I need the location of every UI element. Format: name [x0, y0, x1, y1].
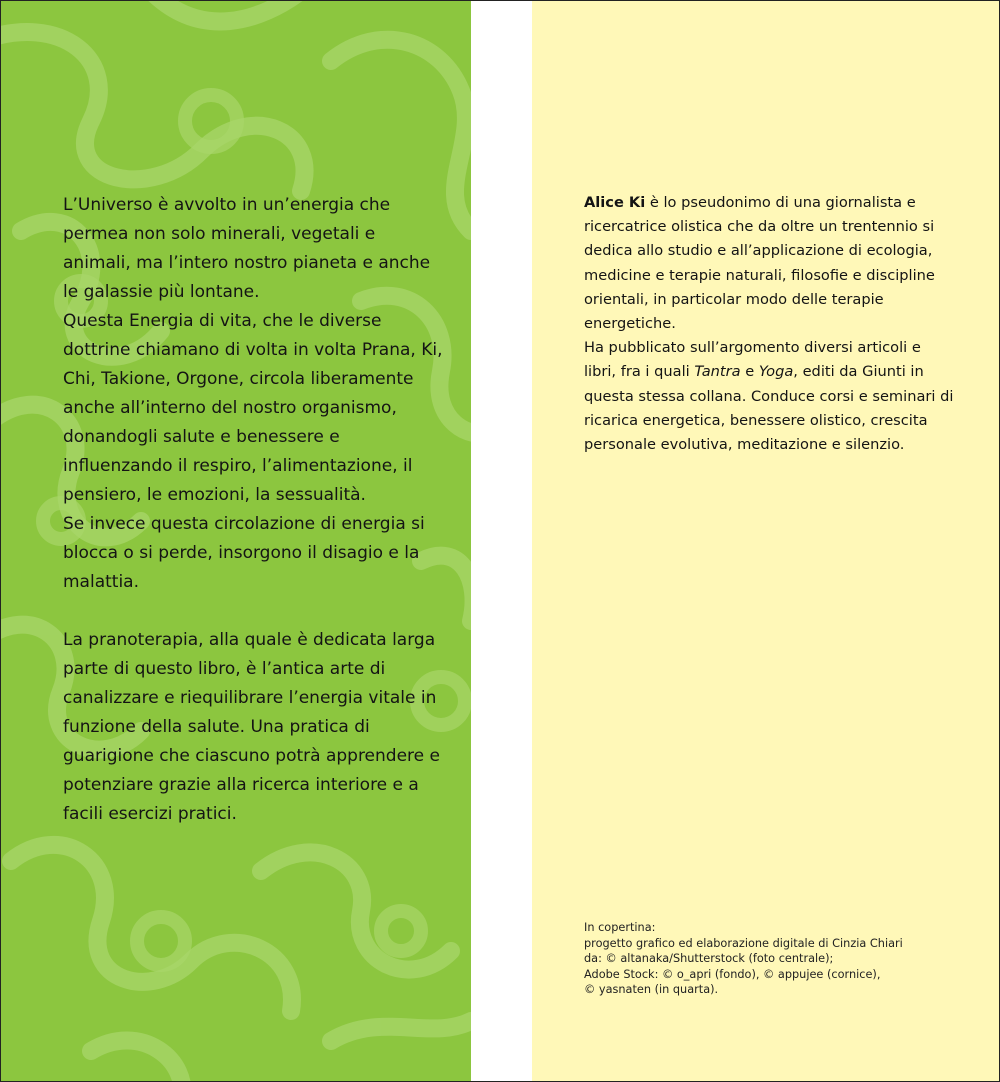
credit-line: progetto grafico ed elaborazione digitale di Cinzia Chiari — [584, 936, 903, 950]
author-bio-text: Ha pubblicato sull’argomento diversi articoli e libri, fra i quali — [584, 339, 921, 381]
book-title: Tantra — [694, 363, 741, 381]
inner-flap-panel — [532, 1, 999, 1081]
book-title: Yoga — [758, 363, 794, 381]
author-bio — [584, 191, 954, 457]
credit-line: Adobe Stock: © o_apri (fondo), © appujee (cornice), — [584, 967, 881, 981]
author-name: Alice Ki — [584, 194, 646, 211]
credit-line: © yasnaten (in quarta). — [584, 983, 719, 997]
cover-credits — [584, 920, 964, 998]
back-cover-panel — [1, 1, 471, 1081]
blurb-paragraph: Questa Energia di vita, che le diverse dottrine chiamano di volta in volta Prana, Ki, Chi, Takione, Orgone, circola liberamente anche all’interno del nostro organismo, donandogli salute e benessere e influenzando il respiro, l’alimentazione, il pensiero, le emozioni, la sessualità. — [63, 311, 443, 505]
blurb-paragraph: La pranoterapia, alla quale è dedicata larga parte di questo libro, è l’antica arte di canalizzare e riequilibrare l’energia vitale in funzione della salute. Una pratica di guarigione che ciascuno potrà apprendere e potenziare grazie alla ricerca interiore e a facili esercizi pratici. — [63, 630, 440, 824]
author-bio-text: , editi da Giunti in questa stessa collana. Conduce corsi e seminari di ricarica energetica, benessere olistico, crescita personale evolutiva, meditazione e silenzio. — [584, 363, 954, 454]
flap-gutter — [471, 1, 532, 1081]
author-bio-text: e — [740, 363, 759, 381]
author-bio-paragraph — [584, 336, 954, 457]
back-cover-blurb — [63, 191, 443, 829]
credit-line: In copertina: — [584, 921, 656, 934]
author-bio-paragraph — [584, 191, 954, 336]
author-bio-text: è lo pseudonimo di una giornalista e ricercatrice olistica che da oltre un trentennio si dedica allo studio e all’applicazione di ecologia, medicine e terapie naturali, filosofie e discipline orientali, in particolar modo delle terapie energetiche. — [584, 194, 935, 333]
blurb-paragraph: Se invece questa circolazione di energia si blocca o si perde, insorgono il disagio e la malattia. — [63, 514, 425, 592]
blurb-paragraph: L’Universo è avvolto in un’energia che permea non solo minerali, vegetali e animali, ma l’intero nostro pianeta e anche le galassie più lontane. — [63, 195, 431, 302]
credit-line: da: © altanaka/Shutterstock (foto centrale); — [584, 952, 834, 966]
